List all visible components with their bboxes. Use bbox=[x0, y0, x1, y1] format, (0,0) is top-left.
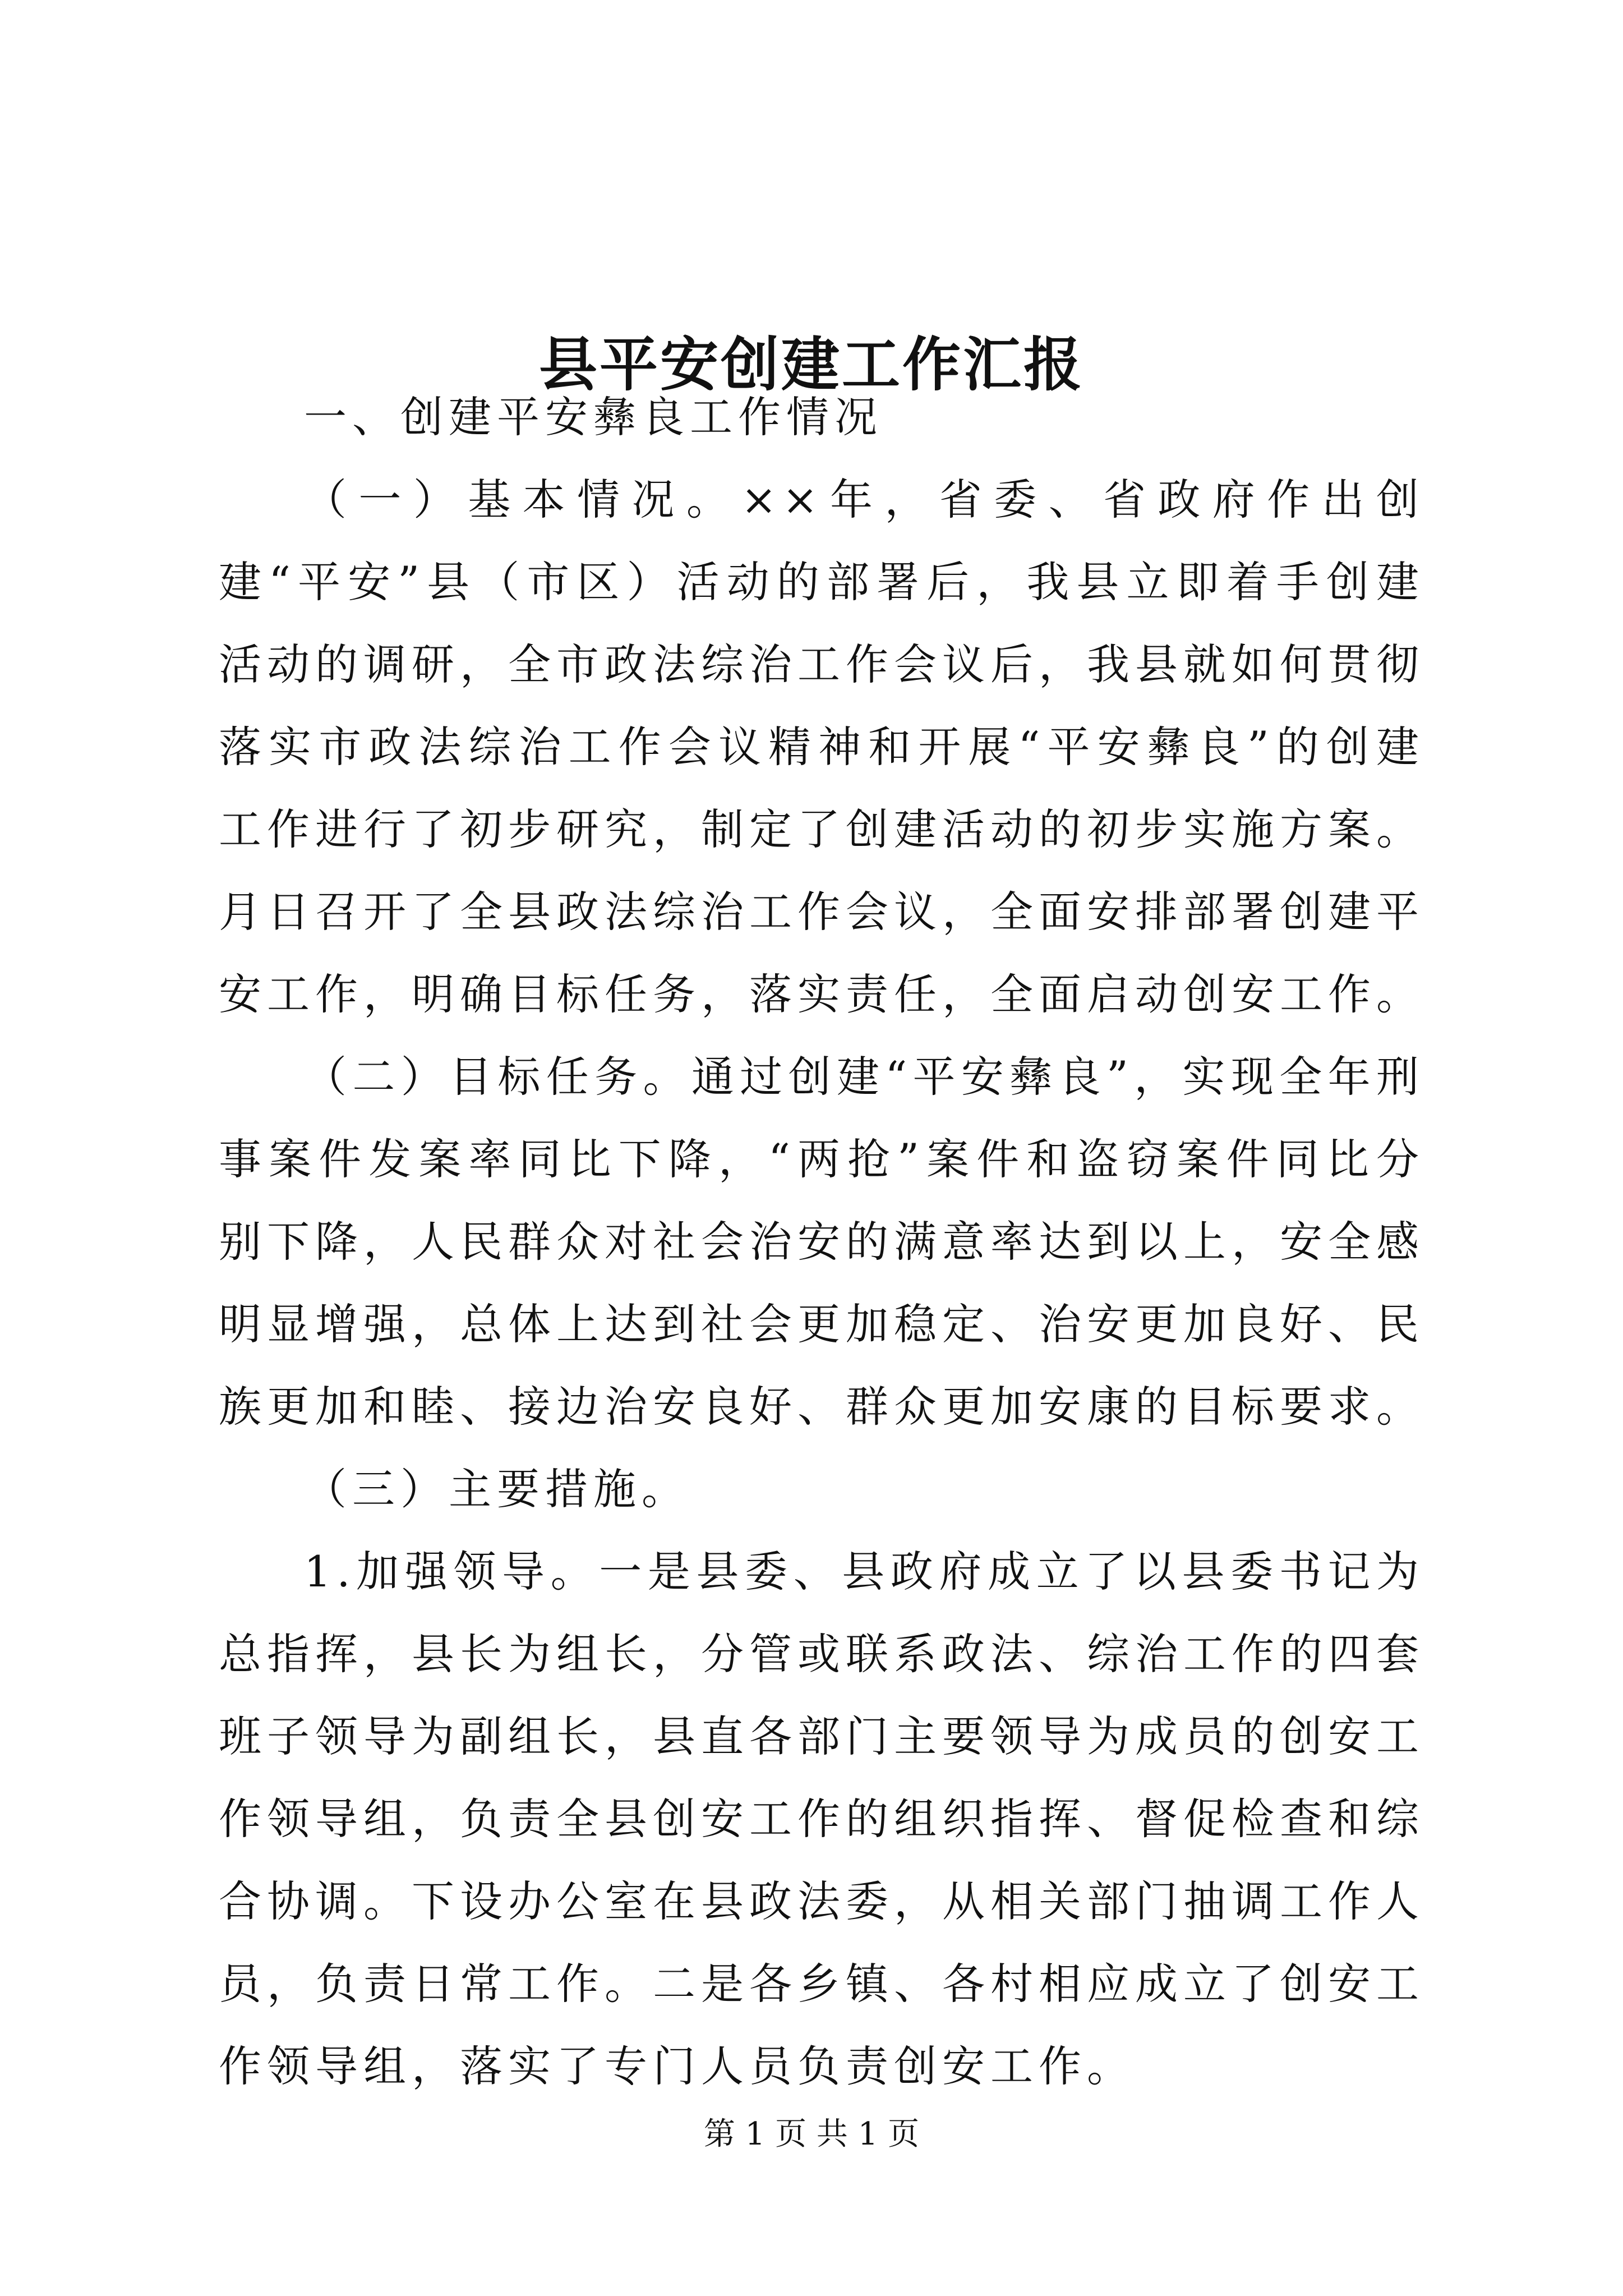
paragraph-basic-situation: （一）基本情况。××年，省委、省政府作出创建“平安”县（市区）活动的部署后，我县立即着手创建活动的调研，全市政法综治工作会议后，我县就如何贯彻落实市政法综治工作会议精神和开展“平安彝良”的创建工作进行了初步研究，制定了创建活动的初步实施方案。月日召开了全县政法综治工作会议，全面安排部署创建平安工作，明确目标任务，落实责任，全面启动创安工作。 bbox=[219, 475, 1424, 1019]
paragraph-measures-heading: （三）主要措施。 bbox=[304, 1464, 690, 1514]
paragraph-leadership: 1.加强领导。一是县委、县政府成立了以县委书记为总指挥，县长为组长，分管或联系政法、综治工作的四套班子领导为副组长，县直各部门主要领导为成员的创安工作领导组，负责全县创安工作的组织指挥、督促检查和综合协调。下设办公室在县政法委，从相关部门抽调工作人员，负责日常工作。二是各乡镇、各村相应成立了创安工作领导组，落实了专门人员负责创安工作。 bbox=[219, 1547, 1424, 2091]
document-body bbox=[219, 376, 1424, 2108]
page-footer: 第 1 页 共 1 页 bbox=[703, 2116, 920, 2152]
section-heading: 一、创建平安彝良工作情况 bbox=[304, 392, 883, 442]
document-title: 县平安创建工作汇报 bbox=[538, 329, 1084, 399]
paragraph-goals: （二）目标任务。通过创建“平安彝良”，实现全年刑事案件发案率同比下降，“两抢”案件和盗窃案件同比分别下降，人民群众对社会治安的满意率达到以上，安全感明显增强，总体上达到社会更加稳定、治安更加良好、民族更加和睦、接边治安良好、群众更加安康的目标要求。 bbox=[219, 1052, 1424, 1432]
